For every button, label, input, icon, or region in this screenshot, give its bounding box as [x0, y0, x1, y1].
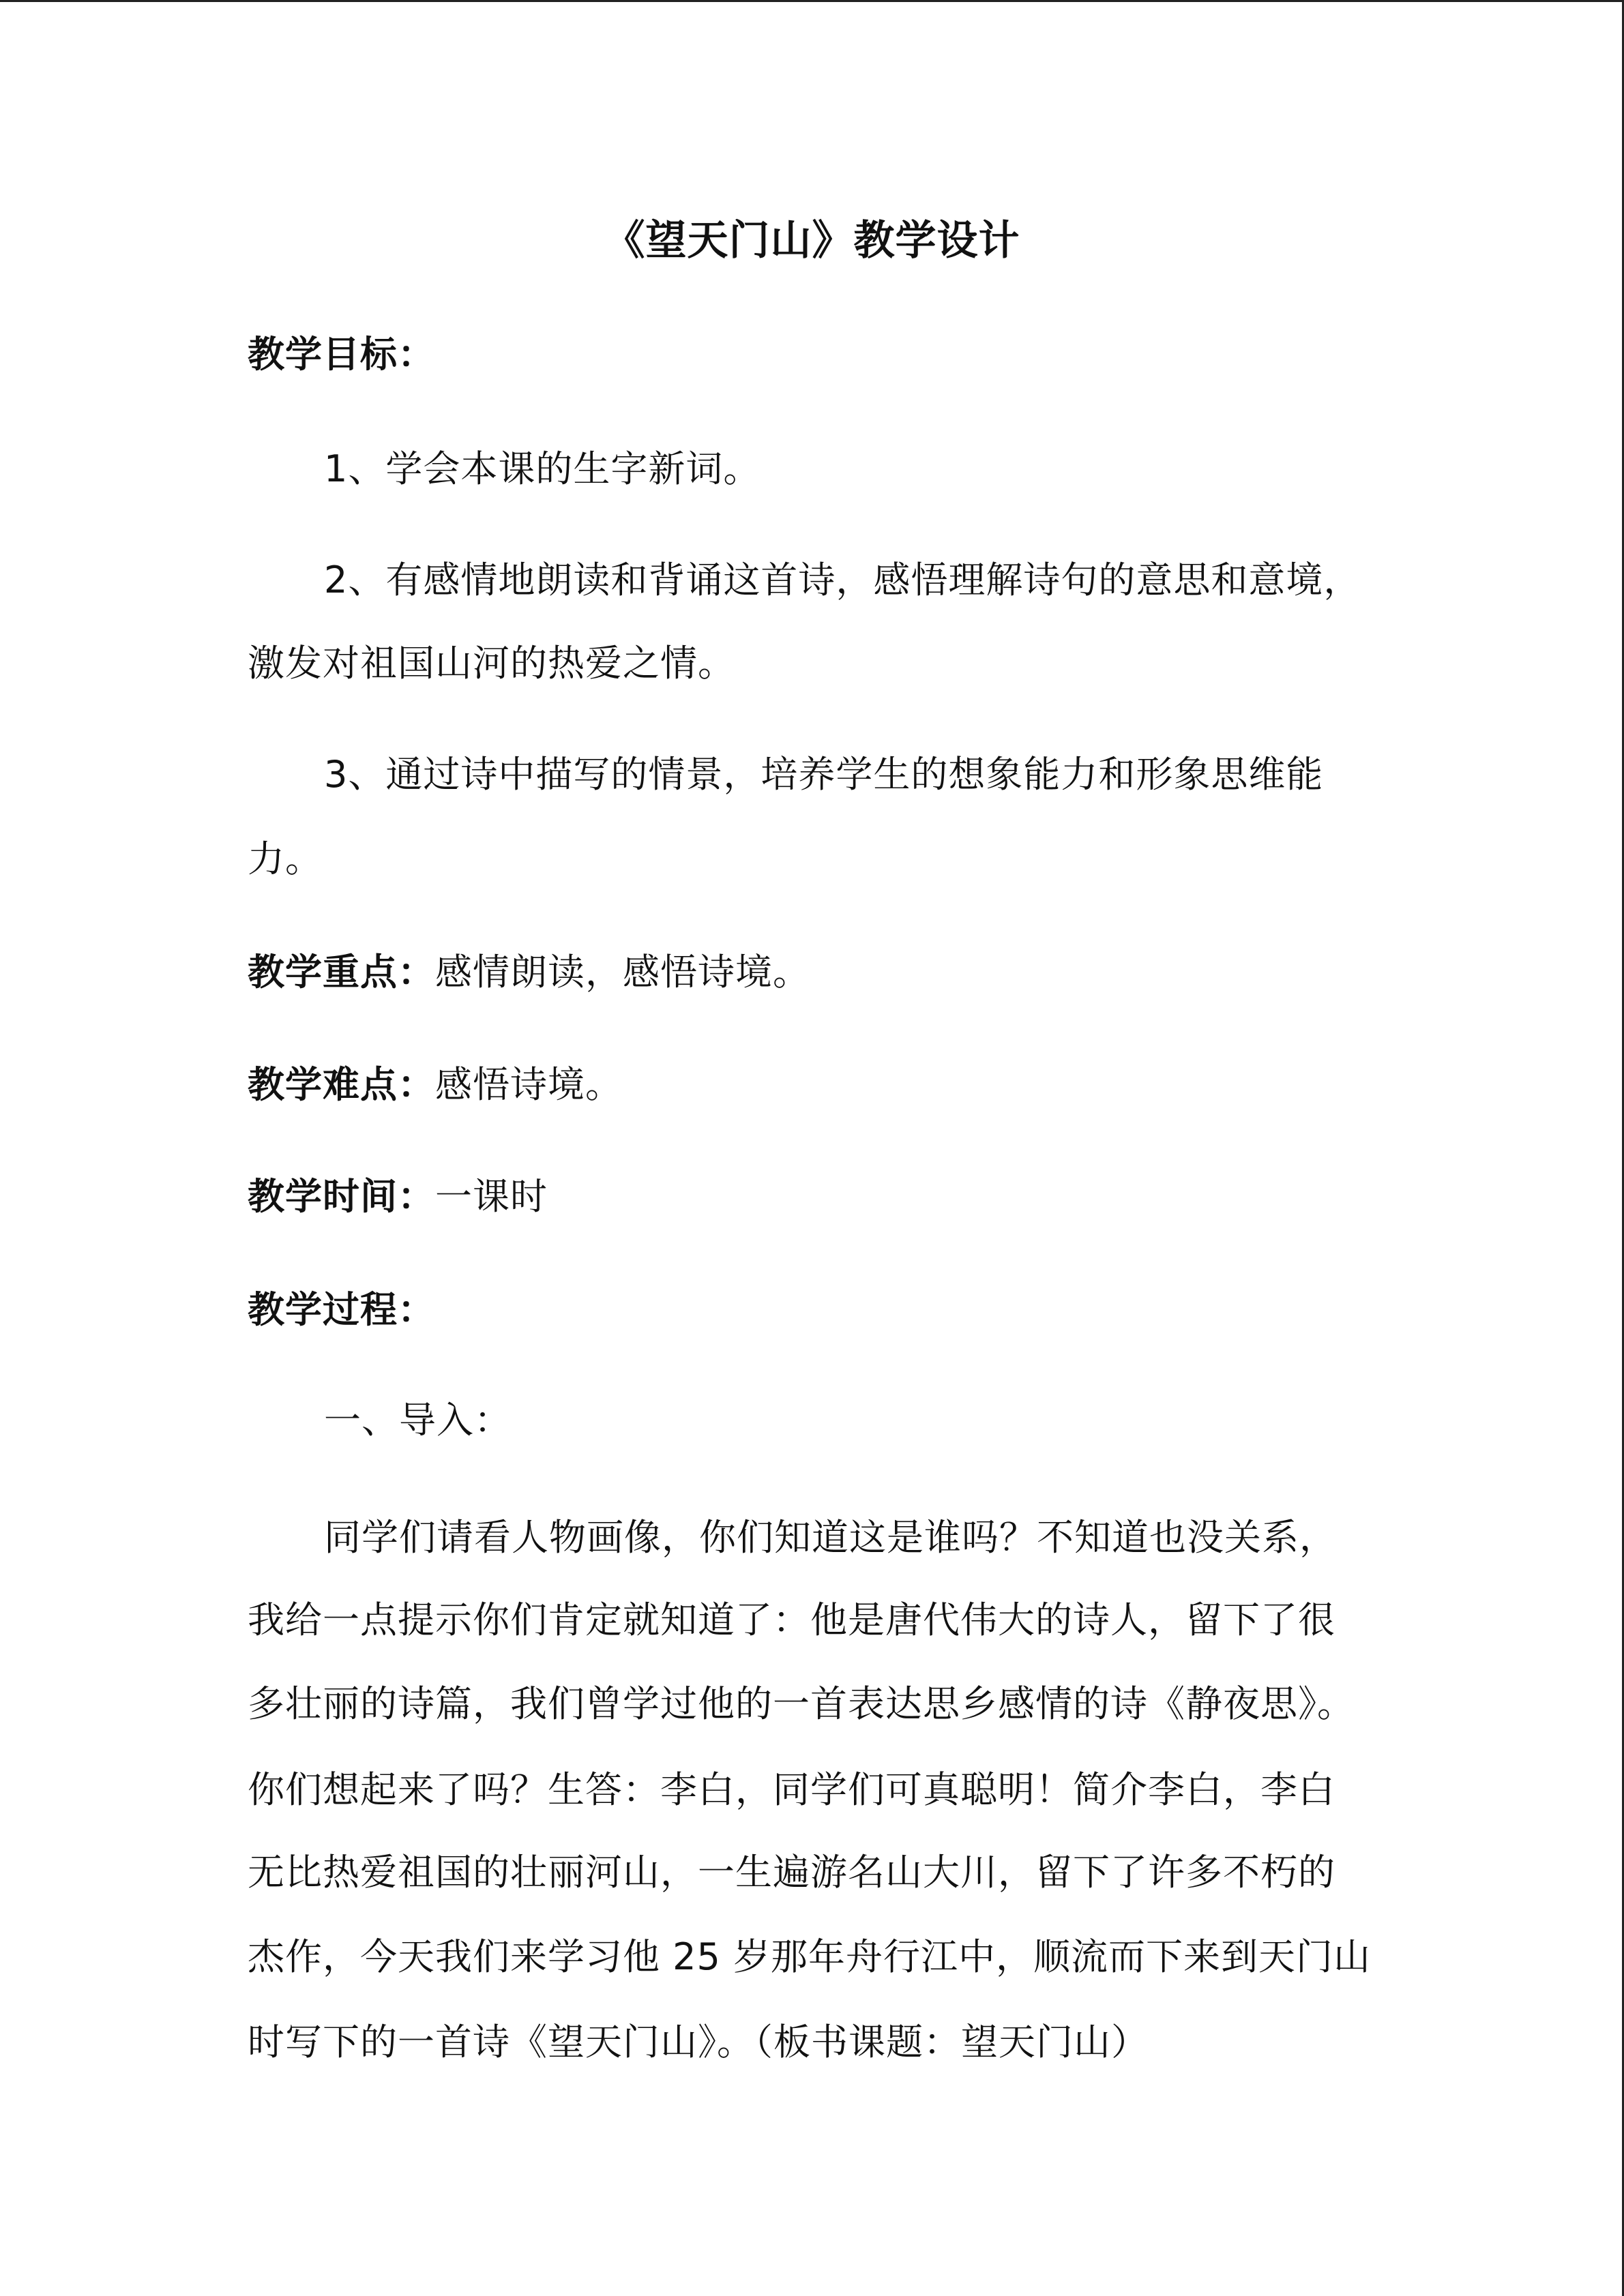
- duration-label: 教学时间：: [248, 1175, 435, 1218]
- key-point: [248, 942, 810, 1003]
- intro-heading: 一、导入：: [324, 1399, 512, 1442]
- objective-2-line-2: 激发对祖国山河的热爱之情。: [248, 642, 735, 685]
- process-heading: 教学过程：: [248, 1288, 435, 1331]
- difficulty-value: 感悟诗境。: [435, 1063, 623, 1106]
- duration-value: 一课时: [435, 1175, 548, 1218]
- key-point-value: 感情朗读，感悟诗境。: [435, 951, 810, 994]
- difficulty-label: 教学难点：: [248, 1063, 435, 1106]
- intro-paragraph-line-4: 你们想起来了吗？生答：李白，同学们可真聪明！简介李白，李白: [248, 1768, 1335, 1811]
- objective-2-line-1: 2、有感情地朗读和背诵这首诗，感悟理解诗句的意思和意境，: [324, 558, 1361, 601]
- objectives-heading: 教学目标：: [248, 333, 435, 376]
- intro-paragraph-line-6: 杰作，今天我们来学习他 25 岁那年舟行江中，顺流而下来到天门山: [248, 1935, 1372, 1978]
- intro-paragraph-line-2: 我给一点提示你们肯定就知道了：他是唐代伟大的诗人，留下了很: [248, 1598, 1335, 1641]
- document-title: 《望天门山》教学设计: [604, 217, 1020, 265]
- intro-paragraph-line-3: 多壮丽的诗篇，我们曾学过他的一首表达思乡感情的诗《静夜思》。: [248, 1682, 1355, 1725]
- intro-paragraph-line-7: 时写下的一首诗《望天门山》。（板书课题：望天门山）: [248, 2021, 1149, 2063]
- objective-3-line-2: 力。: [248, 837, 323, 880]
- duration: [248, 1166, 548, 1227]
- difficulty: [248, 1054, 623, 1116]
- objective-3-line-1: 3、通过诗中描写的情景，培养学生的想象能力和形象思维能: [324, 753, 1324, 796]
- intro-paragraph-line-1: 同学们请看人物画像，你们知道这是谁吗？不知道也没关系，: [324, 1516, 1337, 1559]
- objective-1: 1、学会本课的生字新词。: [324, 447, 761, 490]
- intro-paragraph-line-5: 无比热爱祖国的壮丽河山，一生遍游名山大川，留下了许多不朽的: [248, 1851, 1335, 1894]
- key-point-label: 教学重点：: [248, 951, 435, 994]
